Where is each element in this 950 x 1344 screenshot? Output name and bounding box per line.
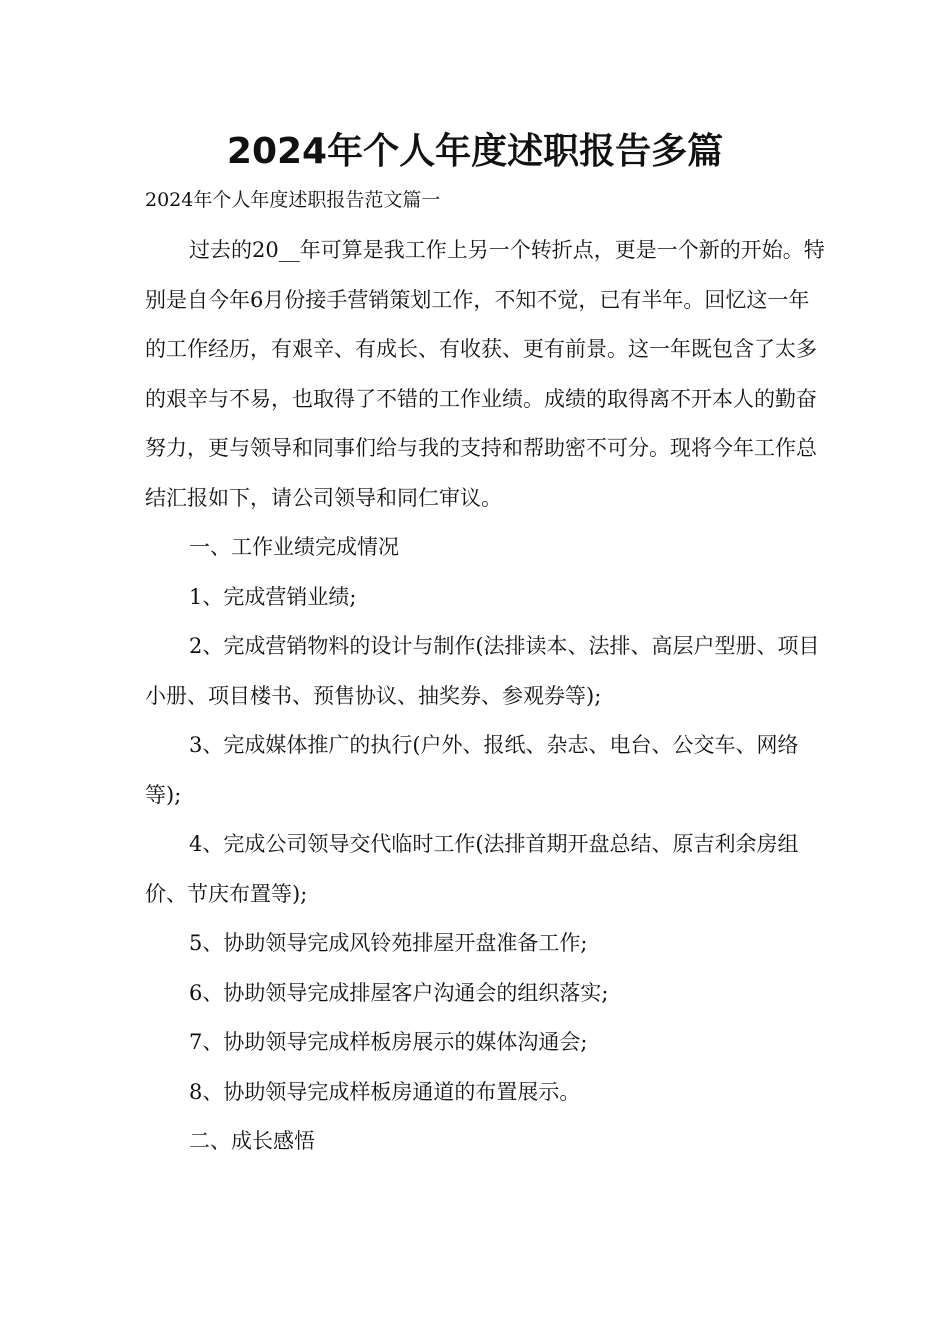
section-heading-1: 一、工作业绩完成情况 [189,535,399,559]
section-heading-2: 二、成长感悟 [189,1129,315,1153]
document-body [145,226,825,1167]
list-item: 8、协助领导完成样板房通道的布置展示。 [189,1079,581,1104]
list-item: 1、完成营销业绩; [189,584,357,609]
list-item: 3、完成媒体推广的执行(户外、报纸、杂志、电台、公交车、网络等); [145,733,799,807]
intro-paragraph: 过去的20__年可算是我工作上另一个转折点，更是一个新的开始。特别是自今年6月份接手营销策划工作，不知不觉，已有半年。回忆这一年的工作经历，有艰辛、有成长、有收获、更有前景。这一年既包含了太多的艰辛与不易，也取得了不错的工作业绩。成绩的取得离不开本人的勤奋努力，更与领导和同事们给与我的支持和帮助密不可分。现将今年工作总结汇报如下，请公司领导和同仁审议。 [145,238,825,510]
list-item: 6、协助领导完成排屋客户沟通会的组织落实; [189,980,609,1005]
document-title: 2024年个人年度述职报告多篇 [226,131,724,172]
document-subtitle: 2024年个人年度述职报告范文篇一 [145,189,441,211]
list-item: 7、协助领导完成样板房展示的媒体沟通会; [189,1030,588,1054]
list-item: 2、完成营销物料的设计与制作(法排读本、法排、高层户型册、项目小册、项目楼书、预售协议、抽奖券、参观券等); [145,634,820,708]
list-item: 4、完成公司领导交代临时工作(法排首期开盘总结、原吉利余房组价、节庆布置等); [145,832,799,906]
list-item: 5、协助领导完成风铃苑排屋开盘准备工作; [189,931,588,955]
